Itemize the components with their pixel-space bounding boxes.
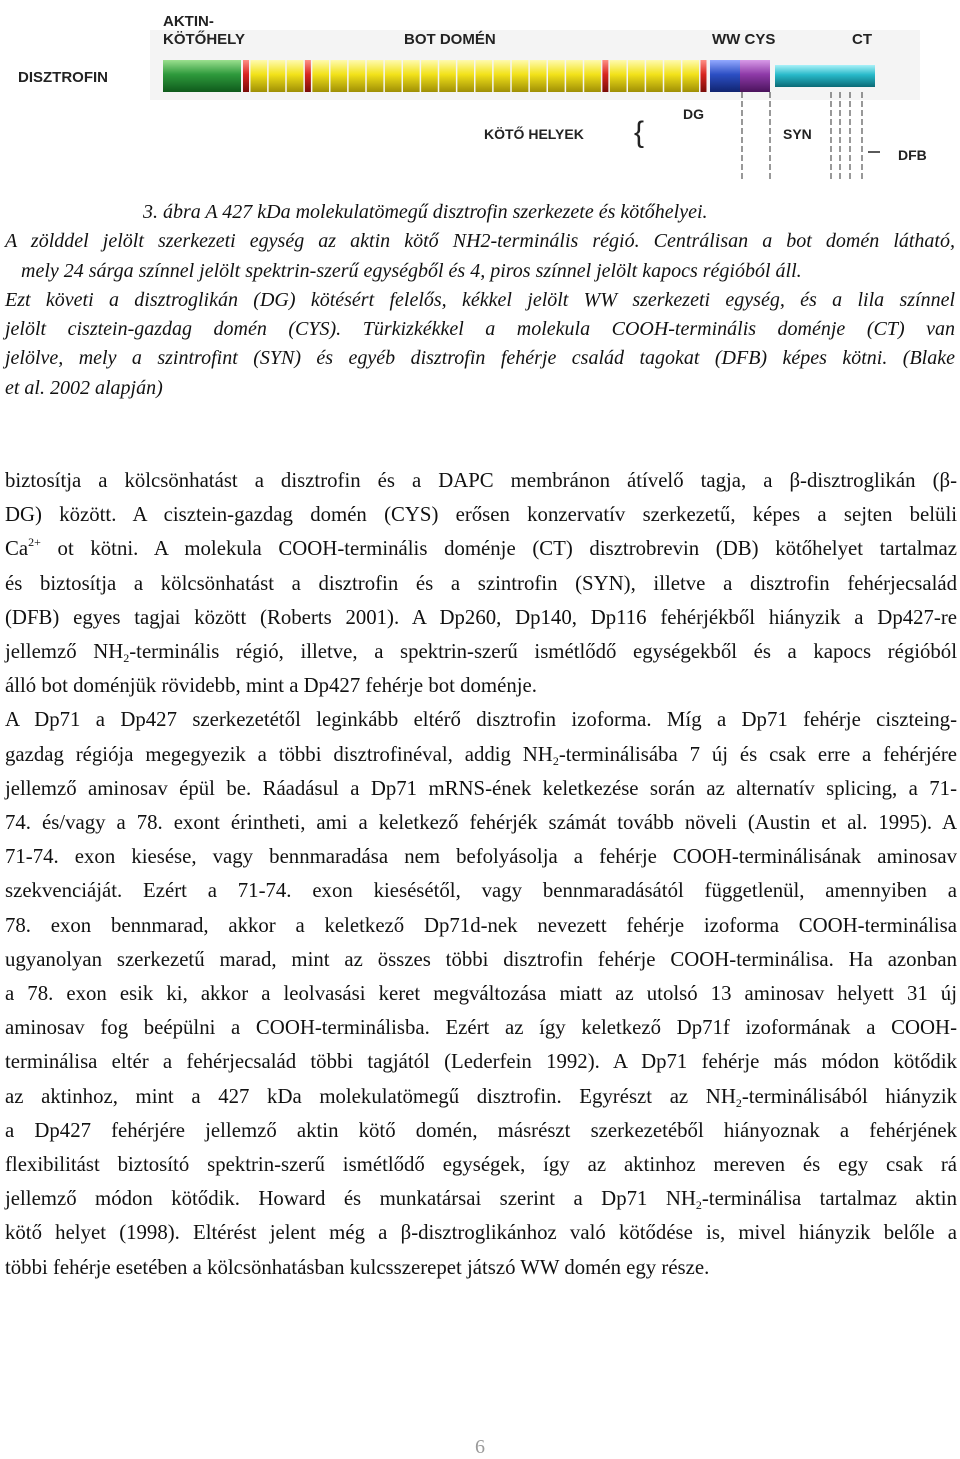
body-line bbox=[5, 567, 957, 601]
spectrin-repeat bbox=[403, 60, 420, 92]
body-line bbox=[5, 601, 957, 635]
body-text-run: az aktinhoz, mint a 427 kDa molekulatömegű disztrofin. Egyrészt az NH bbox=[5, 1084, 736, 1108]
body-line bbox=[5, 498, 957, 532]
hinge-region bbox=[243, 60, 249, 92]
body-text-run: -terminális régió, illetve, a spektrin-szerű ismétlődő egységekből és a kapocs régióból bbox=[129, 640, 957, 664]
spectrin-repeat bbox=[367, 60, 384, 92]
body-text-run: ugyanolyan szerkezetű marad, mint az összes többi disztrofin fehérje COOH-terminálisa. Ha azonban bbox=[5, 947, 957, 971]
hinge-region bbox=[602, 60, 608, 92]
spectrin-repeat bbox=[646, 60, 663, 92]
body-text-run: a Dp427 fehérjére jellemző aktin kötő domén, másrészt szerkezetéből hiányoznak a fehérjének bbox=[5, 1118, 957, 1142]
caption-line: jelölt cisztein-gazdag domén (CYS). Türkizkékkel a molekula COOH-terminális doménje (CT) van bbox=[5, 318, 955, 341]
ct-domain bbox=[775, 65, 875, 87]
body-line bbox=[5, 1114, 957, 1148]
body-line bbox=[5, 943, 957, 977]
spectrin-repeat bbox=[349, 60, 366, 92]
body-text-run: 78. exon bennmarad, akkor a keletkező Dp71d-nek nevezett fehérje izoforma COOH-terminálisa bbox=[5, 913, 957, 937]
body-text-run: A Dp71 a Dp427 szerkezetétől leginkább eltérő disztrofin izoforma. Míg a Dp71 fehérje ciszteing- bbox=[5, 708, 957, 732]
script-text: 2 bbox=[552, 753, 559, 768]
rod-domain-label: BOT DOMÉN bbox=[404, 31, 496, 48]
dystrophin-figure bbox=[0, 0, 960, 190]
body-line bbox=[5, 1216, 957, 1250]
binding-sites-label: KÖTŐ HELYEK bbox=[484, 126, 584, 142]
script-text: 2 bbox=[123, 651, 130, 666]
caption-line: et al. 2002 alapján) bbox=[5, 376, 163, 399]
ww-domain bbox=[710, 60, 740, 92]
body-line bbox=[5, 464, 957, 498]
body-text-run: álló bot doménjük rövidebb, mint a Dp427 fehérje bot doménje. bbox=[5, 674, 537, 698]
spectrin-repeat bbox=[331, 60, 348, 92]
body-text-run: kötő helyet (1998). Eltérést jelent még a β-disztroglikánhoz való kötődése is, mivel hiányzik belőle a bbox=[5, 1221, 957, 1245]
body-line bbox=[5, 1251, 957, 1285]
spectrin-repeat bbox=[269, 60, 286, 92]
script-text: 2 bbox=[735, 1095, 742, 1110]
body-line bbox=[5, 669, 957, 703]
body-line bbox=[5, 806, 957, 840]
body-text-run: flexibilitást biztosító spektrin-szerű ismétlődő egységek, így az aktinhoz mereven és egy csak rá bbox=[5, 1153, 957, 1177]
ct-label: CT bbox=[852, 31, 872, 48]
body-line bbox=[5, 1182, 957, 1216]
body-text-run: jellemző NH bbox=[5, 640, 124, 664]
body-line bbox=[5, 840, 957, 874]
spectrin-repeat bbox=[457, 60, 474, 92]
spectrin-repeat bbox=[548, 60, 565, 92]
actin-label-line2: KÖTŐHELY bbox=[163, 31, 245, 48]
dystrophin-label: DISZTROFIN bbox=[18, 69, 108, 86]
body-text-run: 74. és/vagy a 78. exont érintheti, ami a keletkező fehérjék számát tovább növeli (Austin et al. 1995). A bbox=[5, 811, 957, 835]
caption-line: 3. ábra A 427 kDa molekulatömegű disztrofin szerkezete és kötőhelyei. bbox=[143, 201, 708, 223]
body-text-run: Ca bbox=[5, 537, 29, 561]
body-text-run: 71-74. exon kiesése, vagy bennmaradása nem befolyásolja a fehérje COOH-terminálisának aminosav bbox=[5, 845, 957, 869]
caption-line: mely 24 sárga színnel jelölt spektrin-szerű egységből és 4, piros színnel jelölt kapocs régióból áll. bbox=[21, 259, 802, 282]
body-text-run: jellemző módon kötődik. Howard és munkatársai szerint a Dp71 NH bbox=[5, 1187, 696, 1211]
body-line bbox=[5, 532, 957, 566]
spectrin-repeat bbox=[584, 60, 601, 92]
spectrin-repeat bbox=[530, 60, 547, 92]
dfb-label: DFB bbox=[898, 147, 927, 163]
body-text bbox=[5, 464, 957, 1285]
body-text-run: gazdag régiója megegyezik a többi disztrofinéval, addig NH bbox=[5, 742, 553, 766]
body-text-run: -terminálisa tartalmaz aktin bbox=[701, 1187, 957, 1211]
body-text-run: jellemző aminosav épül be. Ráadásul a Dp71 mRNS-ének keletkezése során az alternatív splicing, a 71- bbox=[5, 776, 957, 800]
body-text-run: a 78. exon esik ki, akkor a leolvasási keret megváltozása miatt az utolsó 13 aminosav helyett 31 új bbox=[5, 982, 957, 1006]
figure-caption bbox=[5, 198, 955, 403]
spectrin-repeat bbox=[439, 60, 456, 92]
body-text-run: DG) között. A cisztein-gazdag domén (CYS) erősen konzervatív szerkezetű, képes a sejten belüli bbox=[5, 503, 957, 527]
spectrin-repeat bbox=[385, 60, 402, 92]
actin-label-line1: AKTIN- bbox=[163, 13, 214, 30]
actin-binding-domain bbox=[163, 60, 241, 92]
body-text-run: ot kötni. A molekula COOH-terminális doménje (CT) disztrobrevin (DB) kötőhelyet tartalmaz bbox=[40, 537, 957, 561]
body-line bbox=[5, 635, 957, 669]
spectrin-repeat bbox=[494, 60, 511, 92]
body-text-run: biztosítja a kölcsönhatást a disztrofin és a DAPC membránon átívelő tagja, a β-disztroglikán (β- bbox=[5, 469, 957, 492]
hinge-region bbox=[305, 60, 311, 92]
body-text-run: -terminálisából hiányzik bbox=[741, 1084, 957, 1108]
spectrin-repeat bbox=[628, 60, 645, 92]
body-text-run: és biztosítja a kölcsönhatást a disztrofin és a szintrofin (SYN), illetve a disztrofin fehérjecsalád bbox=[5, 571, 957, 595]
page-number: 6 bbox=[475, 1436, 485, 1458]
dg-label: DG bbox=[683, 106, 704, 122]
spectrin-repeat bbox=[251, 60, 268, 92]
caption-line: A zölddel jelölt szerkezeti egység az aktin kötő NH2-terminális régió. Centrálisan a bot domén látható, bbox=[5, 230, 955, 253]
body-line bbox=[5, 909, 957, 943]
body-line bbox=[5, 1080, 957, 1114]
spectrin-repeat bbox=[312, 60, 329, 92]
spectrin-repeat bbox=[512, 60, 529, 92]
body-line bbox=[5, 1148, 957, 1182]
spectrin-repeat bbox=[287, 60, 304, 92]
body-text-run: -terminálisába 7 új és csak erre a fehérjére bbox=[558, 742, 957, 766]
body-line bbox=[5, 738, 957, 772]
syn-label: SYN bbox=[783, 126, 812, 142]
spectrin-repeat bbox=[682, 60, 699, 92]
spectrin-repeat bbox=[566, 60, 583, 92]
body-text-run: terminálisa eltér a fehérjecsalád többi tagjától (Lederfein 1992). A Dp71 fehérje más módon kötődik bbox=[5, 1050, 957, 1074]
dystrophin-molecule bbox=[163, 60, 875, 92]
spectrin-repeat bbox=[610, 60, 627, 92]
body-line bbox=[5, 1011, 957, 1045]
hinge-region bbox=[701, 60, 707, 92]
body-line bbox=[5, 772, 957, 806]
dystrophin-diagram bbox=[0, 0, 960, 190]
spectrin-repeat bbox=[421, 60, 438, 92]
script-text: 2 bbox=[695, 1198, 702, 1213]
body-line bbox=[5, 874, 957, 908]
caption-line: Ezt követi a disztroglikán (DG) kötésért felelős, kékkel jelölt WW szerkezeti egység, és a lila színnel bbox=[5, 288, 955, 311]
cys-domain bbox=[740, 60, 770, 92]
spectrin-repeat bbox=[664, 60, 681, 92]
ww-cys-label: WW CYS bbox=[712, 31, 776, 48]
caption-line: jelölve, mely a szintrofint (SYN) és egyéb disztrofin fehérje család tagokat (DFB) képes kötni. (Blake bbox=[5, 347, 955, 370]
binding-sites-brace: { bbox=[634, 116, 645, 149]
script-text: 2+ bbox=[28, 535, 41, 550]
body-line bbox=[5, 977, 957, 1011]
spectrin-repeat bbox=[476, 60, 493, 92]
body-line bbox=[5, 1045, 957, 1079]
body-text-run: aminosav fog beépülni a COOH-terminálisba. Ezért az így keletkező Dp71f izoformának a COOH- bbox=[5, 1016, 957, 1040]
body-text-run: szekvenciáját. Ezért a 71-74. exon kiesésétől, vagy bennmaradásától függetlenül, amennyiben a bbox=[5, 879, 957, 903]
body-text-run: (DFB) egyes tagjai között (Roberts 2001). A Dp260, Dp140, Dp116 fehérjékből hiányzik a Dp427-re bbox=[5, 605, 957, 629]
body-line bbox=[5, 703, 957, 737]
body-text-run: többi fehérje esetében a kölcsönhatásban kulcsszerepet játszó WW domén egy része. bbox=[5, 1255, 710, 1279]
